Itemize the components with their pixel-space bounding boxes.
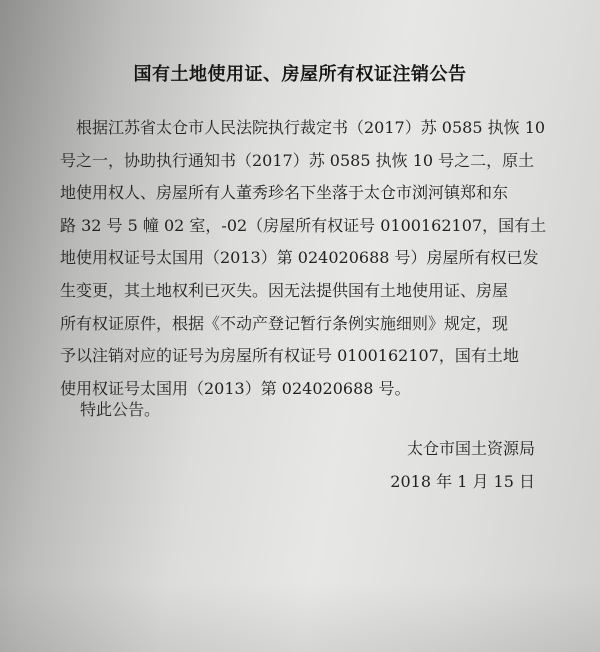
notice-title: 国有土地使用证、房屋所有权证注销公告 <box>133 64 467 85</box>
body-line-6: 生变更，其土地权利已灭失。因无法提供国有土地使用证、房屋 <box>60 280 509 300</box>
body-line-9: 使用权证号太国用（2013）第 024020688 号。 <box>60 378 411 398</box>
body-line-1: 根据江苏省太仓市人民法院执行裁定书（2017）苏 0585 执恢 10 <box>76 118 546 137</box>
body-line-3: 地使用权人、房屋所有人董秀珍名下坐落于太仓市浏河镇郑和东 <box>60 183 509 203</box>
paper-shadow <box>0 582 600 652</box>
issuing-authority: 太仓市国土资源局 <box>406 439 535 458</box>
body-line-7: 所有权证原件，根据《不动产登记暂行条例实施细则》规定，现 <box>60 313 509 333</box>
issue-date: 2018 年 1 月 15 日 <box>390 472 535 491</box>
body-line-8: 予以注销对应的证号为房屋所有权证号 0100162107，国有土地 <box>60 346 519 366</box>
notice-body <box>60 112 547 405</box>
body-line-5: 地使用权证号太国用（2013）第 024020688 号）房屋所有权已发 <box>60 248 539 268</box>
body-line-2: 号之一，协助执行通知书（2017）苏 0585 执恢 10 号之二，原土 <box>60 150 535 170</box>
body-line-4: 路 32 号 5 幢 02 室，-02（房屋所有权证号 0100162107，国有土 <box>60 215 547 235</box>
closing-remark: 特此公告。 <box>80 400 161 419</box>
